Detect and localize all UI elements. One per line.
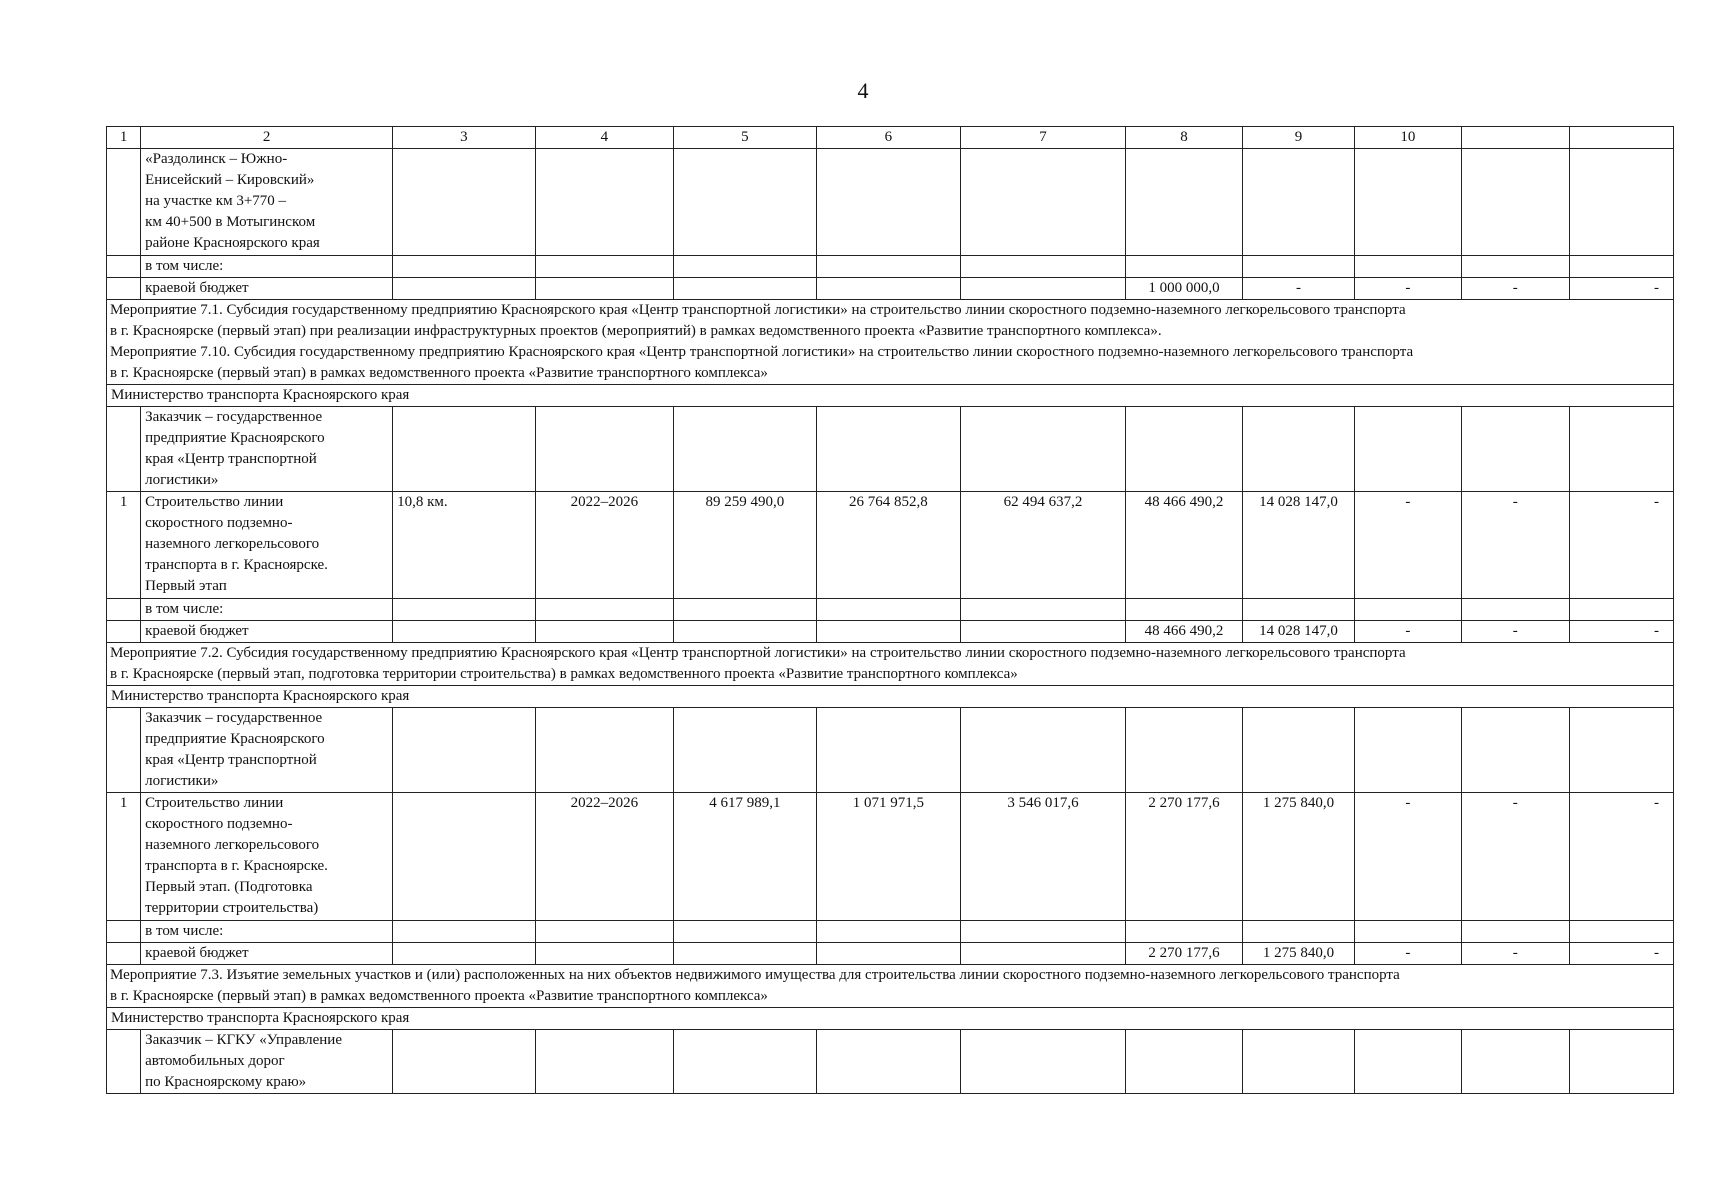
measure-7-1-text: Мероприятие 7.1. Субсидия государственному предприятию Красноярского края «Центр транспортной логистики» на строительство линии скоростного подземно-наземного легкорельсового транспорта в г. Красноярске (первый этап) при реализации инфраструктурных проектов (мероприятий) в рамках ведомственного проекта «Развитие транспортного комплекса». Мероприятие 7.10. Субсидия государственному предприятию Красноярского края «Центр транспортной логистики» на строительство линии скоростного подземно-наземного легкорельсового транспорта в г. Красноярске (первый этап) в рамках ведомственного проекта «Развитие транспортного комплекса» xyxy=(107,300,1674,385)
value-cell: 2022–2026 xyxy=(535,793,674,921)
value-cell: 26 764 852,8 xyxy=(816,492,961,599)
table-row xyxy=(107,793,1674,921)
column-number-row xyxy=(107,127,1674,149)
column-header: 9 xyxy=(1243,127,1354,149)
column-header: 8 xyxy=(1125,127,1242,149)
value-cell: 10,8 км. xyxy=(393,492,536,599)
value-cell: 1 275 840,0 xyxy=(1243,943,1354,965)
value-cell: - xyxy=(1569,621,1674,643)
measure-row xyxy=(107,643,1674,686)
row-number: 1 xyxy=(107,492,141,599)
value-cell: - xyxy=(1569,492,1674,599)
value-cell: 89 259 490,0 xyxy=(674,492,817,599)
value-cell: - xyxy=(1462,793,1569,921)
value-cell: - xyxy=(1462,621,1569,643)
value-cell: 14 028 147,0 xyxy=(1243,621,1354,643)
object-name: «Раздолинск – Южно- Енисейский – Кировский» на участке км 3+770 – км 40+500 в Мотыгинском районе Красноярского края xyxy=(141,149,393,256)
measure-7-3-text: Мероприятие 7.3. Изъятие земельных участков и (или) расположенных на них объектов недвижимого имущества для строительства линии скоростного подземно-наземного легкорельсового транспорта в г. Красноярске (первый этап) в рамках ведомственного проекта «Развитие транспортного комплекса» xyxy=(107,965,1674,1008)
measure-7-2-text: Мероприятие 7.2. Субсидия государственному предприятию Красноярского края «Центр транспортной логистики» на строительство линии скоростного подземно-наземного легкорельсового транспорта в г. Красноярске (первый этап, подготовка территории строительства) в рамках ведомственного проекта «Развитие транспортного комплекса» xyxy=(107,643,1674,686)
column-header: 5 xyxy=(674,127,817,149)
value-cell: 1 000 000,0 xyxy=(1125,278,1242,300)
customer-name: Заказчик – государственное предприятие Красноярского края «Центр транспортной логистики» xyxy=(141,407,393,492)
value-cell: - xyxy=(1354,943,1461,965)
ministry-label: Министерство транспорта Красноярского края xyxy=(107,1008,1674,1030)
column-header: 6 xyxy=(816,127,961,149)
object-name: Строительство линии скоростного подземно- наземного легкорельсового транспорта в г. Красноярске. Первый этап. (Подготовка территории строительства) xyxy=(141,793,393,921)
column-header xyxy=(1462,127,1569,149)
measure-row xyxy=(107,965,1674,1008)
value-cell: 4 617 989,1 xyxy=(674,793,817,921)
value-cell: 2 270 177,6 xyxy=(1125,943,1242,965)
value-cell: 2 270 177,6 xyxy=(1125,793,1242,921)
budget-row xyxy=(107,943,1674,965)
ministry-label: Министерство транспорта Красноярского края xyxy=(107,686,1674,708)
program-table xyxy=(106,126,1674,1094)
value-cell: 48 466 490,2 xyxy=(1125,492,1242,599)
customer-name: Заказчик – КГКУ «Управление автомобильных дорог по Красноярскому краю» xyxy=(141,1030,393,1094)
value-cell: 2022–2026 xyxy=(535,492,674,599)
value-cell: - xyxy=(1462,278,1569,300)
column-header: 3 xyxy=(393,127,536,149)
object-name: Строительство линии скоростного подземно- наземного легкорельсового транспорта в г. Красноярске. Первый этап xyxy=(141,492,393,599)
budget-label: краевой бюджет xyxy=(141,943,393,965)
table-row xyxy=(107,256,1674,278)
table-row xyxy=(107,708,1674,793)
value-cell: 3 546 017,6 xyxy=(961,793,1126,921)
value-cell: 14 028 147,0 xyxy=(1243,492,1354,599)
table-row xyxy=(107,492,1674,599)
value-cell: - xyxy=(1569,943,1674,965)
ministry-row xyxy=(107,686,1674,708)
customer-name: Заказчик – государственное предприятие Красноярского края «Центр транспортной логистики» xyxy=(141,708,393,793)
value-cell: - xyxy=(1569,793,1674,921)
including-label: в том числе: xyxy=(141,921,393,943)
ministry-row xyxy=(107,1008,1674,1030)
row-number: 1 xyxy=(107,793,141,921)
value-cell: - xyxy=(1354,278,1461,300)
value-cell: 48 466 490,2 xyxy=(1125,621,1242,643)
value-cell: 62 494 637,2 xyxy=(961,492,1126,599)
column-header: 10 xyxy=(1354,127,1461,149)
page-number: 4 xyxy=(857,78,869,103)
value-cell: - xyxy=(1354,492,1461,599)
value-cell: 1 071 971,5 xyxy=(816,793,961,921)
measure-row xyxy=(107,300,1674,385)
budget-label: краевой бюджет xyxy=(141,621,393,643)
ministry-label: Министерство транспорта Красноярского края xyxy=(107,385,1674,407)
value-cell: - xyxy=(1354,793,1461,921)
table-row xyxy=(107,921,1674,943)
column-header xyxy=(1569,127,1674,149)
value-cell: - xyxy=(1462,943,1569,965)
including-label: в том числе: xyxy=(141,599,393,621)
value-cell: - xyxy=(1243,278,1354,300)
value-cell: - xyxy=(1569,278,1674,300)
value-cell: - xyxy=(1462,492,1569,599)
including-label: в том числе: xyxy=(141,256,393,278)
table-row xyxy=(107,599,1674,621)
column-header: 1 xyxy=(107,127,141,149)
value-cell xyxy=(393,793,536,921)
table-row xyxy=(107,407,1674,492)
column-header: 7 xyxy=(961,127,1126,149)
table-row xyxy=(107,149,1674,256)
column-header: 2 xyxy=(141,127,393,149)
table-row xyxy=(107,1030,1674,1094)
budget-label: краевой бюджет xyxy=(141,278,393,300)
value-cell: - xyxy=(1354,621,1461,643)
ministry-row xyxy=(107,385,1674,407)
budget-row xyxy=(107,278,1674,300)
value-cell: 1 275 840,0 xyxy=(1243,793,1354,921)
column-header: 4 xyxy=(535,127,674,149)
budget-row xyxy=(107,621,1674,643)
